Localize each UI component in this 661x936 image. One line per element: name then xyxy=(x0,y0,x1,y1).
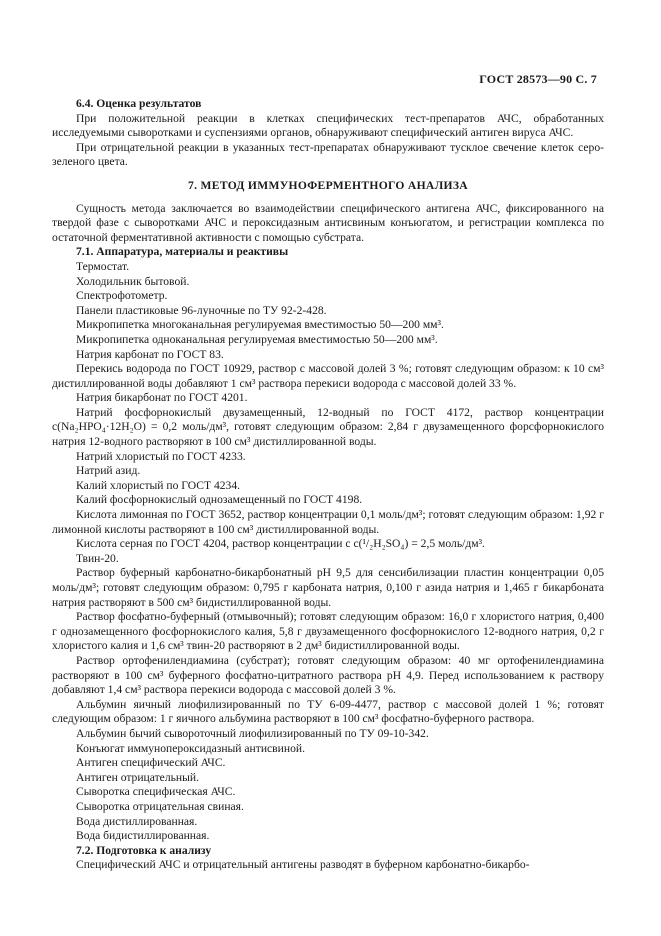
list-item: Панели пластиковые 96-луночные по ТУ 92-2-428. xyxy=(76,303,327,317)
list-item: Калий хлористый по ГОСТ 4234. xyxy=(76,478,241,492)
list-item: Антиген отрицательный. xyxy=(76,770,199,784)
paragraph: Раствор фосфатно-буферный (отмывочный); готовят следующим образом: 16,0 г хлористого натрия, 0,400 г однозамещенного фосфорнокислого калия, 5,8 г двузамещенного фосфорнокислого 12-водного натрия, 0,2 г хлористого калия и 1,6 см³ твин-20 растворяют в 2 дм³ бидистиллированной воды. xyxy=(52,610,604,653)
subsection-7-2-title: 7.2. Подготовка к анализу xyxy=(76,843,212,857)
paragraph: Раствор буферный карбонатно-бикарбонатный рН 9,5 для сенсибилизации пластин концентрации 0,05 моль/дм³; готовят следующим образом: 0,795 г карбоната натрия, 0,100 г азида натрия и 1,465 г бикарбоната натрия растворяют в 500 см³ бидистиллированной воды. xyxy=(52,566,604,609)
list-item: Спектрофотометр. xyxy=(76,289,168,303)
paragraph: Кислота лимонная по ГОСТ 3652, раствор концентрации 0,1 моль/дм³; готовят следующим образом: 1,92 г лимонной кислоты растворяют в 100 см³ дистиллированной воды. xyxy=(52,508,604,536)
paragraph: Альбумин яичный лиофилизированный по ТУ 6-09-4477, раствор с массовой долей 1 %; готовят следующим образом: 1 г яичного альбумина растворяют в 100 см³ фосфатно-буферного раствора. xyxy=(52,697,604,726)
list-item: Микропипетка многоканальная регулируемая вместимостью 50—200 мм³. xyxy=(76,318,444,332)
paragraph: Специфический АЧС и отрицательный антигены разводят в буферном карбонатно-бикарбо- xyxy=(76,858,530,872)
paragraph: Раствор ортофенилендиамина (субстрат); готовят следующим образом: 40 мг ортофенилендиамина растворяют в 100 см³ буферного фосфатно-цитратного раствора рН 4,9. Перед использованием к раствору добавляют 1,4 см³ раствора перекиси водорода с массовой долей 3 %. xyxy=(52,653,604,697)
paragraph: При отрицательной реакции в указанных тест-препаратах обнаруживают тусклое свечение клеток серо-зеленого цвета. xyxy=(52,140,604,169)
list-item: Сыворотка специфическая АЧС. xyxy=(76,785,236,799)
paragraph: Перекись водорода по ГОСТ 10929, раствор с массовой долей 3 %; готовят следующим образом: к 10 см³ дистиллированной воды добавляют 1 см³ раствора перекиси водорода с массовой долей 33 %. xyxy=(52,362,604,390)
paragraph: Натрий фосфорнокислый двузамещенный, 12-водный по ГОСТ 4172, раствор концентрации c(Na₂HPO₄·12H₂O) = 0,2 моль/дм³, готовят следующим образом: 2,84 г двузамещенного форсфорнокислого натрия 12-водного растворяют в 100 см³ дистиллированной воды. xyxy=(52,405,604,449)
paragraph: Кислота серная по ГОСТ 4204, раствор концентрации с c(¹/₂H₂SO₄) = 2,5 моль/дм³. xyxy=(76,537,485,551)
list-item: Натрия бикарбонат по ГОСТ 4201. xyxy=(76,391,248,405)
list-item: Сыворотка отрицательная свиная. xyxy=(76,799,244,813)
paragraph: При положительной реакции в клетках специфических тест-препаратов АЧС, обработанных исследуемыми сыворотками и суспензиями органов, обнаруживают специфический антиген вируса АЧС. xyxy=(52,111,604,140)
list-item: Вода бидистиллированная. xyxy=(76,829,210,843)
list-item: Микропипетка одноканальная регулируемая вместимостью 50—200 мм³. xyxy=(76,332,438,346)
list-item: Вода дистиллированная. xyxy=(76,814,198,828)
page-header: ГОСТ 28573—90 С. 7 xyxy=(479,72,597,86)
list-item: Антиген специфический АЧС. xyxy=(76,756,226,770)
list-item: Натрий хлористый по ГОСТ 4233. xyxy=(76,449,246,463)
list-item: Альбумин бычий сывороточный лиофилизированный по ТУ 09-10-342. xyxy=(76,726,429,740)
list-item: Твин-20. xyxy=(76,551,119,565)
list-item: Конъюгат иммунопероксидазный антисвиной. xyxy=(76,741,305,755)
list-item: Натрия карбонат по ГОСТ 83. xyxy=(76,347,224,361)
list-item: Холодильник бытовой. xyxy=(76,274,190,288)
list-item: Натрий азид. xyxy=(76,464,141,478)
list-item: Калий фосфорнокислый однозамещенный по ГОСТ 4198. xyxy=(76,493,363,507)
list-item: Термостат. xyxy=(76,259,130,273)
subsection-6-4-title: 6.4. Оценка результатов xyxy=(76,97,202,110)
page-content xyxy=(52,97,604,873)
section-7-title: 7. МЕТОД ИММУНОФЕРМЕНТНОГО АНАЛИЗА xyxy=(188,178,468,192)
subsection-7-1-title: 7.1. Аппаратура, материалы и реактивы xyxy=(76,245,289,259)
paragraph: Сущность метода заключается во взаимодействии специфического антигена АЧС, фиксированного на твердой фазе с сыворотками АЧС и пероксидазным антисвиным конъюгатом, и регистрации комплекса по остаточной ферментативной активности с помощью субстрата. xyxy=(52,201,604,244)
